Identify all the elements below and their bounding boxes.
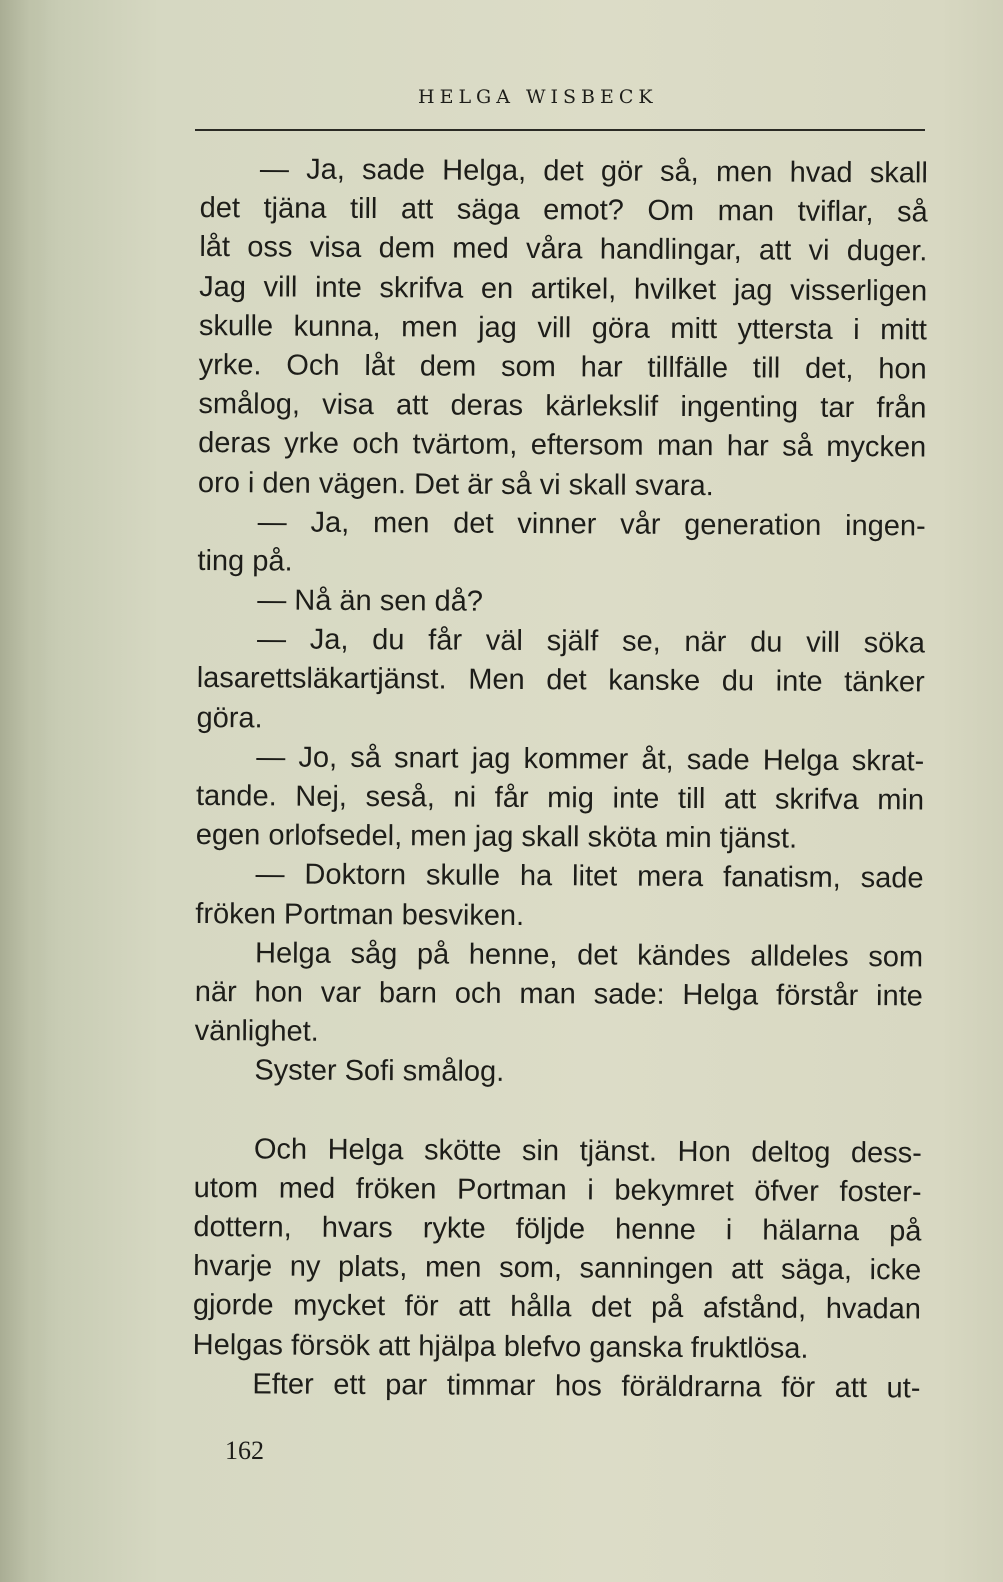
text-line: — Ja, sade Helga, det gör så, men hvad skall <box>259 153 928 190</box>
text-line: lasarettsläkartjänst. Men det kanske du inte tänker <box>196 662 925 699</box>
text-line: dottern, hvars rykte följde henne i hälarna på <box>193 1211 922 1248</box>
text-line: — Nå än sen då? <box>257 584 484 618</box>
text-line: det tjäna till att säga emot? Om man tviflar, så <box>199 192 928 229</box>
running-title: HELGA WISBECK <box>418 86 658 108</box>
text-line: göra. <box>196 701 263 735</box>
text-line: fröken Portman besviken. <box>195 897 525 932</box>
text-line: utom med fröken Portman i bekymret öfver foster- <box>193 1171 922 1209</box>
text-line: — Ja, men det vinner vår generation ingen- <box>257 506 926 543</box>
text-line: yrke. Och låt dem som har tillfälle till det, hon <box>198 348 927 386</box>
section-gap <box>194 1090 922 1134</box>
page-number: 162 <box>225 1436 264 1465</box>
text-line: egen orlofsedel, men jag skall sköta min tjänst. <box>195 819 798 855</box>
body-text <box>192 150 928 1408</box>
text-line: när hon var barn och man sade: Helga förstår inte <box>194 975 923 1013</box>
text-line: Helga såg på henne, det kändes alldeles som <box>254 937 924 974</box>
text-line: låt oss visa dem med våra handlingar, att vi duger. <box>199 231 928 268</box>
text-line: gjorde mycket för att hålla det på afstånd, hvadan <box>192 1289 922 1326</box>
text-line: — Doktorn skulle ha litet mera fanatism, sade <box>255 858 924 895</box>
text-line: — Jo, så snart jag kommer åt, sade Helga skrat- <box>256 741 925 778</box>
text-line: Jag vill inte skrifva en artikel, hvilket jag visserligen <box>199 270 928 308</box>
page-gutter-shadow <box>0 0 48 1582</box>
text-line: — Ja, du får väl själf se, när du vill söka <box>256 623 926 660</box>
text-line: Efter ett par timmar hos föräldrarna för att ut- <box>252 1368 921 1405</box>
text-line: oro i den vägen. Det är så vi skall svara. <box>197 466 714 502</box>
text-line: Helgas försök att hjälpa blefvo ganska fruktlösa. <box>192 1328 809 1365</box>
text-line: tande. Nej, seså, ni får mig inte till att skrifva min <box>195 779 925 817</box>
text-line: deras yrke och tvärtom, eftersom man har så mycken <box>198 427 927 464</box>
text-line: ting på. <box>197 544 293 578</box>
running-header <box>195 86 925 108</box>
text-line: hvarje ny plats, men som, sanningen att säga, icke <box>193 1250 922 1287</box>
header-rule <box>195 129 925 131</box>
text-line: vänlighet. <box>194 1015 319 1048</box>
text-line: skulle kunna, men jag vill göra mitt yttersta i mitt <box>198 309 928 347</box>
text-line: Syster Sofi smålog. <box>254 1054 505 1089</box>
text-line: smålog, visa att deras kärlekslif ingenting tar från <box>198 388 927 425</box>
text-line: Och Helga skötte sin tjänst. Hon deltog dess- <box>253 1133 922 1170</box>
